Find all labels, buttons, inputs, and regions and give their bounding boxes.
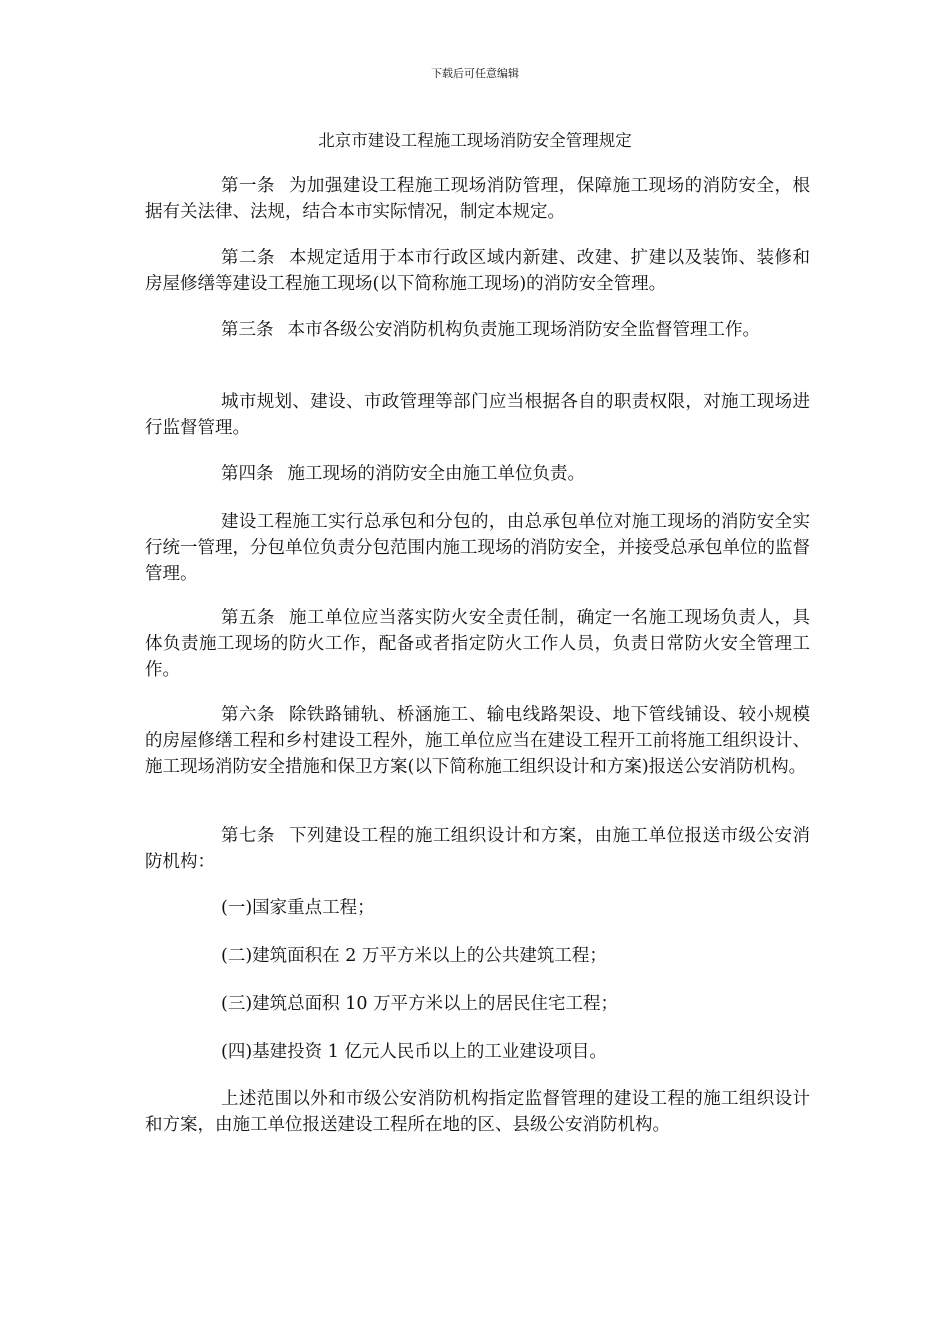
article-5-text: 施工单位应当落实防火安全责任制，确定一名施工现场负责人，具体负责施工现场的防火工作，配备或者指定防火工作人员，负责日常防火安全管理工作。 xyxy=(145,608,810,680)
article-3-text: 本市各级公安消防机构负责施工现场消防安全监督管理工作。 xyxy=(287,320,760,340)
article-7-paragraph xyxy=(145,823,810,875)
list-item-2-text: (二)建筑面积在 2 万平方米以上的公共建筑工程； xyxy=(221,946,607,966)
article-1-text: 为加强建设工程施工现场消防管理，保障施工现场的消防安全，根据有关法律、法规，结合本市实际情况，制定本规定。 xyxy=(145,176,810,222)
header-note: 下载后可任意编辑 xyxy=(431,67,519,80)
article-6-paragraph xyxy=(145,702,810,780)
article-3-continuation-paragraph xyxy=(145,389,810,441)
article-4-paragraph xyxy=(145,461,810,487)
article-7-text: 下列建设工程的施工组织设计和方案，由施工单位报送市级公安消防机构： xyxy=(145,826,810,872)
closing-paragraph-text: 上述范围以外和市级公安消防机构指定监督管理的建设工程的施工组织设计和方案，由施工单位报送建设工程所在地的区、县级公安消防机构。 xyxy=(145,1089,810,1135)
article-5-number: 第五条 xyxy=(221,608,275,628)
article-2-text: 本规定适用于本市行政区域内新建、改建、扩建以及装饰、装修和房屋修缮等建设工程施工现场(以下简称施工现场)的消防安全管理。 xyxy=(145,248,810,294)
article-4-continuation-paragraph xyxy=(145,509,810,587)
list-item-1-text: (一)国家重点工程； xyxy=(221,898,375,918)
article-6-number: 第六条 xyxy=(221,705,275,725)
list-item-3-text: (三)建筑总面积 10 万平方米以上的居民住宅工程； xyxy=(221,994,619,1014)
article-4-number: 第四条 xyxy=(221,464,274,484)
article-6-text: 除铁路铺轨、桥涵施工、输电线路架设、地下管线铺设、较小规模的房屋修缮工程和乡村建设工程外，施工单位应当在建设工程开工前将施工组织设计、施工现场消防安全措施和保卫方案(以下简称施工组织设计和方案)报送公安消防机构。 xyxy=(145,705,810,777)
article-7-number: 第七条 xyxy=(221,826,275,846)
list-item-1 xyxy=(145,895,810,921)
article-2-number: 第二条 xyxy=(221,248,275,268)
article-4-text: 施工现场的消防安全由施工单位负责。 xyxy=(287,464,585,484)
article-3-continuation-text: 城市规划、建设、市政管理等部门应当根据各自的职责权限，对施工现场进行监督管理。 xyxy=(145,392,810,438)
article-3-number: 第三条 xyxy=(221,320,274,340)
article-2-paragraph xyxy=(145,245,810,297)
article-4-continuation-text: 建设工程施工实行总承包和分包的，由总承包单位对施工现场的消防安全实行统一管理，分包单位负责分包范围内施工现场的消防安全，并接受总承包单位的监督管理。 xyxy=(145,512,810,584)
document-title: 北京市建设工程施工现场消防安全管理规定 xyxy=(318,131,632,150)
closing-paragraph xyxy=(145,1086,810,1138)
article-1-number: 第一条 xyxy=(221,176,275,196)
list-item-3 xyxy=(145,991,810,1017)
list-item-2 xyxy=(145,943,810,969)
article-1-paragraph xyxy=(145,173,810,225)
article-3-paragraph xyxy=(145,317,810,343)
list-item-4 xyxy=(145,1039,810,1065)
article-5-paragraph xyxy=(145,605,810,683)
list-item-4-text: (四)基建投资 1 亿元人民币以上的工业建设项目。 xyxy=(221,1042,607,1062)
